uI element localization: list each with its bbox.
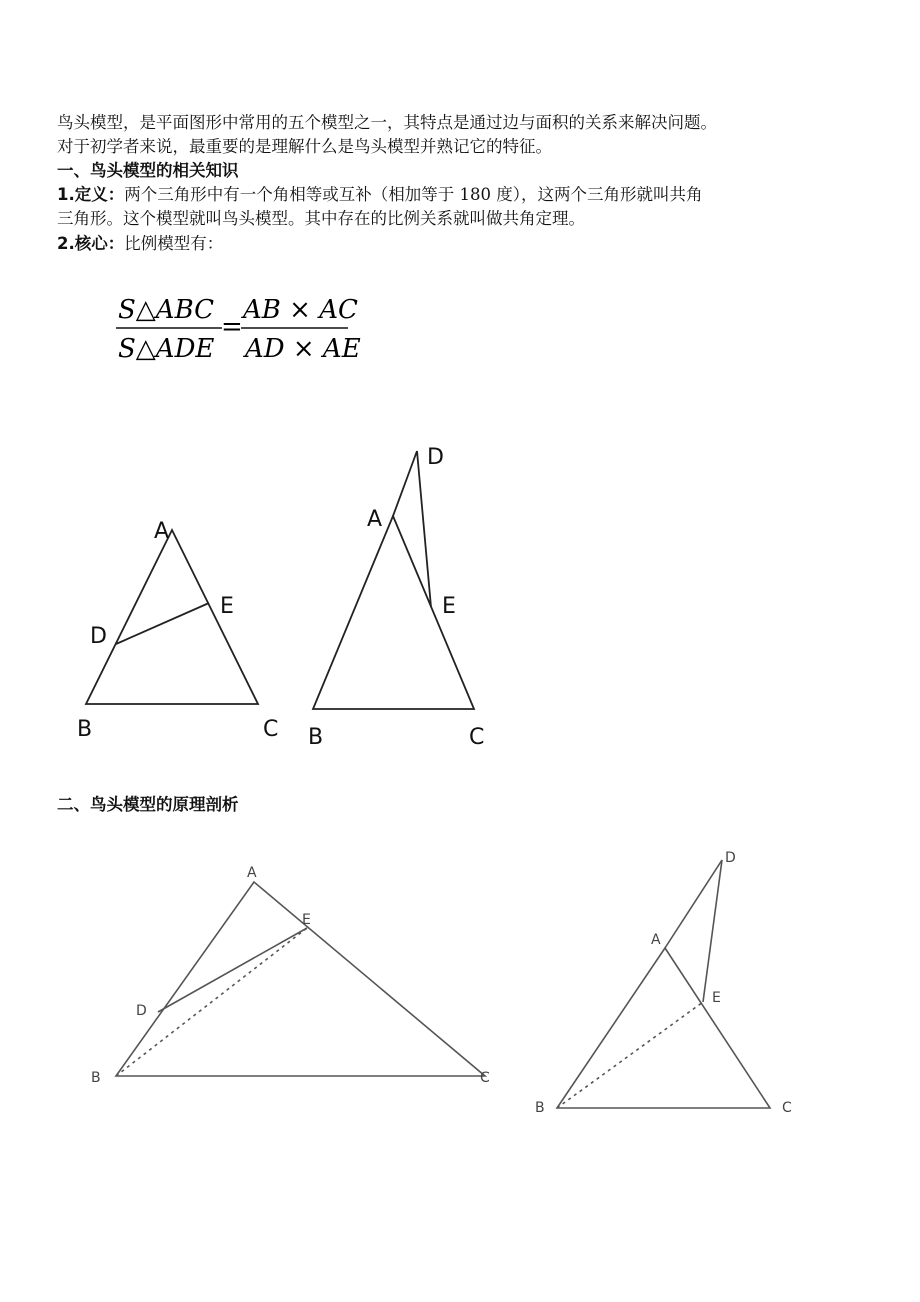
- formula-equals: =: [221, 312, 243, 342]
- figure1-diagram: [60, 435, 520, 755]
- label-e-right: E: [442, 594, 456, 619]
- formula-numerator-left: S△ABC: [118, 295, 215, 325]
- label-e-analysis: E: [302, 912, 311, 928]
- label-d-right: D: [427, 445, 444, 470]
- label-d-analysis: D: [136, 1003, 147, 1019]
- intro-line-1: 鸟头模型，是平面图形中常用的五个模型之一，其特点是通过边与面积的关系来解决问题。: [57, 113, 717, 132]
- label-b: B: [77, 717, 93, 742]
- figure2-left-diagram: [80, 850, 550, 1100]
- segment-ad-analysis: [665, 860, 722, 948]
- label-c-analysis: C: [480, 1070, 490, 1086]
- section2-heading: 二、鸟头模型的原理剖析: [57, 795, 239, 814]
- definition-text-cont: 三角形。这个模型就叫鸟头模型。其中存在的比例关系就叫做共角定理。: [57, 209, 585, 228]
- formula-denominator-right: AD × AE: [245, 334, 361, 364]
- label-a-right: A: [367, 507, 383, 532]
- core-text: 比例模型有：: [124, 234, 224, 253]
- label-c-right: C: [469, 725, 485, 750]
- segment-ad: [393, 451, 417, 516]
- label-a-analysis: A: [247, 865, 257, 881]
- segment-de: [116, 603, 209, 644]
- core-paragraph: [57, 233, 223, 255]
- definition-label: 1.定义：: [57, 185, 125, 204]
- segment-de-analysis: [158, 928, 307, 1012]
- formula-denominator-left: S△ADE: [118, 334, 215, 364]
- label-b-right: B: [308, 725, 324, 750]
- segment-be-dotted: [116, 928, 307, 1076]
- figure2-right-diagram: [530, 840, 820, 1120]
- ratio-formula: [108, 285, 368, 375]
- section1-heading: 一、鸟头模型的相关知识: [57, 161, 239, 180]
- label-b-analysis: B: [91, 1070, 101, 1086]
- label-e-analysis-right: E: [712, 990, 721, 1006]
- triangle-abc-analysis: [116, 882, 485, 1076]
- segment-de-right: [417, 451, 431, 607]
- label-c-analysis-right: C: [782, 1100, 792, 1116]
- label-b-analysis-right: B: [535, 1100, 545, 1116]
- definition-paragraph: [57, 184, 702, 206]
- segment-de-analysis-right: [703, 860, 722, 1002]
- label-c: C: [263, 717, 279, 742]
- label-e: E: [220, 594, 234, 619]
- formula-numerator-right: AB × AC: [243, 295, 358, 325]
- core-label: 2.核心：: [57, 234, 125, 253]
- label-a-analysis-right: A: [651, 932, 661, 948]
- triangle-abc-analysis-right: [557, 948, 770, 1108]
- figure1-right-triangle: [313, 451, 474, 709]
- label-d: D: [90, 624, 107, 649]
- segment-be-dotted-right: [557, 1002, 703, 1108]
- definition-text: 两个三角形中有一个角相等或互补（相加等于 180 度），这两个三角形就叫共角: [124, 185, 703, 204]
- label-d-analysis-right: D: [725, 850, 736, 866]
- label-a: A: [154, 519, 170, 544]
- intro-line-2: 对于初学者来说，最重要的是理解什么是鸟头模型并熟记它的特征。: [57, 137, 552, 156]
